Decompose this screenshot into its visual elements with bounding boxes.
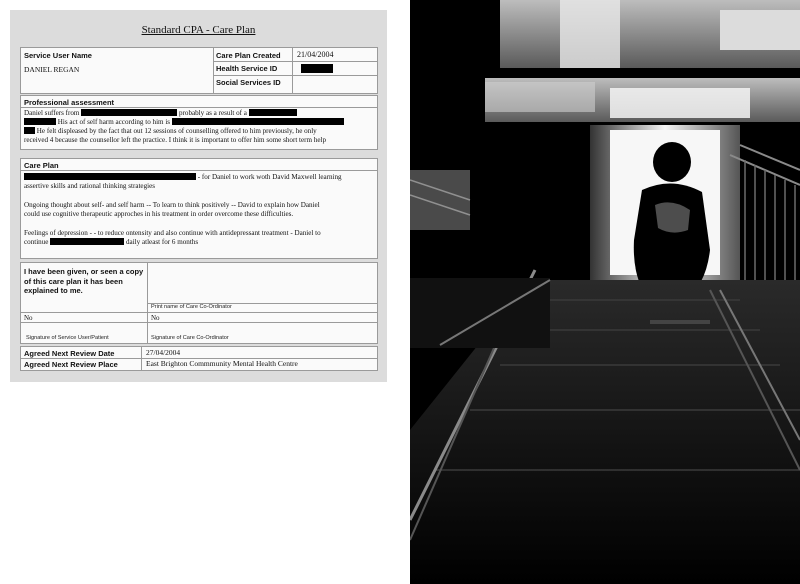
assessment-text: He felt displeased by the fact that out 12 sessions of counselling offered to him previously, he only	[36, 127, 317, 135]
care-plan-document	[10, 10, 387, 382]
signature-user-label: Signature of Service User/Patient	[26, 335, 109, 341]
assessment-text: Daniel suffers from	[24, 109, 80, 117]
assessment-line-4: received 4 because the counsellor left the practice. I think it is important to offer him some short term help	[24, 136, 327, 144]
professional-assessment-box	[20, 95, 378, 150]
social-services-id-label: Social Services ID	[216, 78, 281, 87]
care-plan-line-2: assertive skills and rational thinking strategies	[24, 182, 156, 190]
redaction-bar	[172, 118, 344, 125]
care-plan-created-label: Care Plan Created	[216, 51, 281, 60]
no-answer-right: No	[151, 314, 160, 322]
no-answer-left: No	[24, 314, 33, 322]
stairwell-illustration	[410, 0, 800, 584]
stairwell-photo	[410, 0, 800, 584]
redaction-bar	[24, 173, 196, 180]
care-plan-line-5: Feelings of depression - - to reduce ontensity and also continue with antidepressant treatment - Daniel to	[24, 229, 321, 237]
review-box	[20, 346, 378, 371]
care-plan-text: - for Daniel to work woth David Maxwell learning	[197, 173, 342, 181]
redaction-bar	[81, 109, 177, 116]
print-name-label: Print name of Care Co-Ordinator	[151, 304, 232, 310]
signature-coordinator-label: Signature of Care Co-Ordinator	[151, 335, 229, 341]
given-copy-text: I have been given, or seen a copy of this care plan it has been explained to me.	[24, 267, 144, 295]
redaction-bar	[50, 238, 124, 245]
service-user-name-label: Service User Name	[24, 51, 92, 60]
redaction-bar	[24, 127, 35, 134]
service-user-name-value: DANIEL REGAN	[24, 65, 80, 74]
redaction-bar	[249, 109, 297, 116]
care-plan-created-value: 21/04/2004	[297, 50, 334, 59]
review-date-value: 27/04/2004	[146, 348, 181, 357]
redaction-bar	[301, 64, 333, 73]
care-plan-line-4: could use cognitive therapeutic approches in his treatment in order overcome these difficulties.	[24, 210, 294, 218]
care-plan-line-3: Ongoing thought about self- and self harm -- To learn to think positively -- David to explain how Daniel	[24, 201, 320, 209]
care-plan-heading: Care Plan	[24, 161, 59, 170]
document-title: Standard CPA - Care Plan	[141, 24, 256, 36]
review-date-label: Agreed Next Review Date	[24, 349, 115, 358]
assessment-text: His act of self harm according to him is	[57, 118, 171, 126]
care-plan-text: continue	[24, 238, 49, 246]
review-place-label: Agreed Next Review Place	[24, 360, 118, 369]
review-place-value: East Brighton Commmunity Mental Health Centre	[146, 359, 298, 368]
professional-assessment-heading: Professional assessment	[24, 98, 115, 107]
care-plan-box	[20, 158, 378, 259]
assessment-text: probably as a result of a	[178, 109, 247, 117]
redaction-bar	[24, 118, 56, 125]
signatures-box	[20, 262, 378, 344]
care-plan-text: daily atleast for 6 months	[126, 238, 199, 246]
care-plan-line-6	[24, 238, 198, 248]
header-box	[20, 47, 378, 94]
health-service-id-label: Health Service ID	[216, 64, 278, 73]
